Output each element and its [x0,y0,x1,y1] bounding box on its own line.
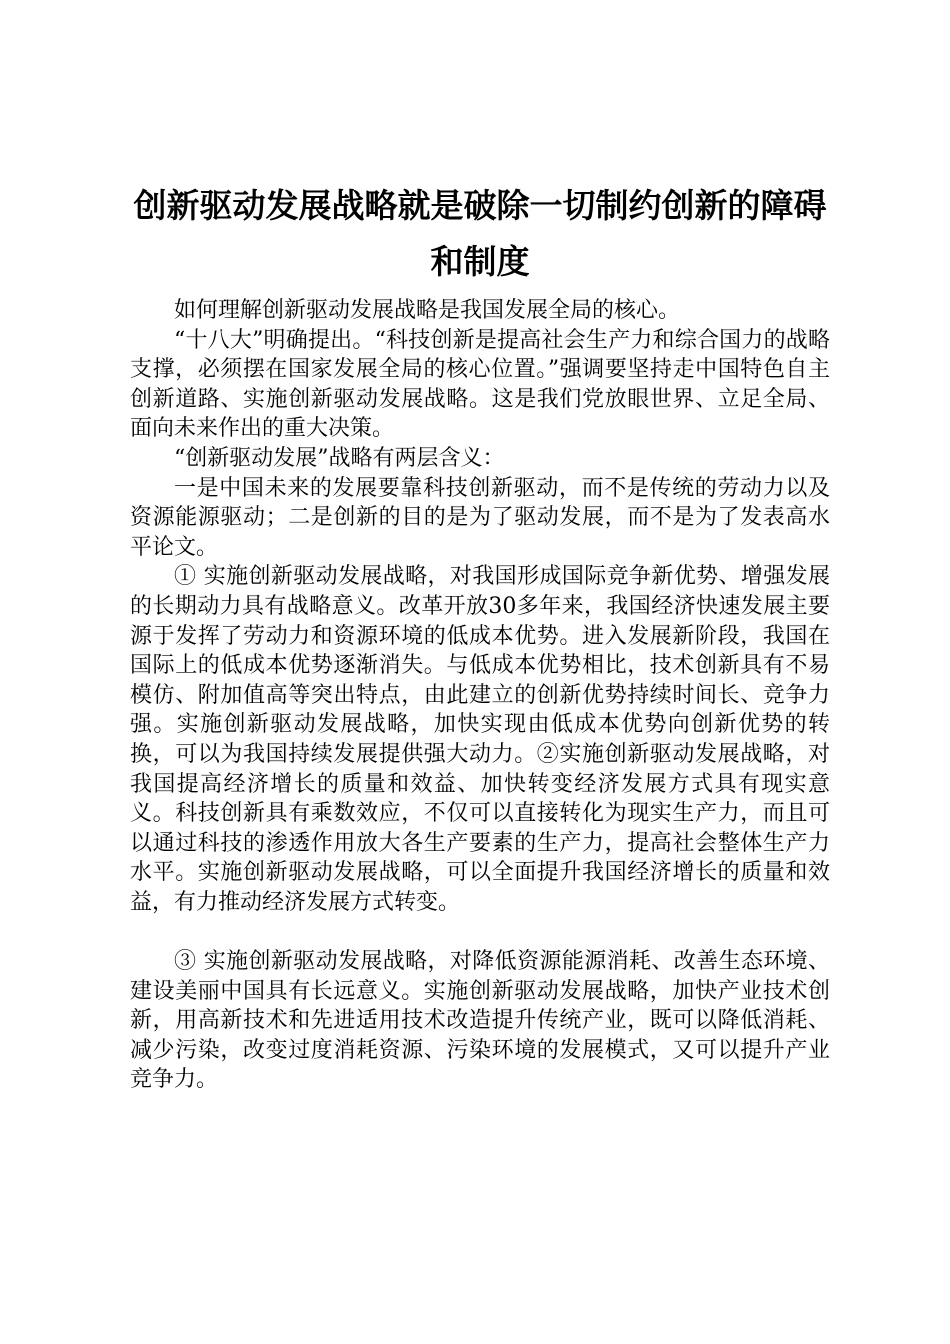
paragraph-two-meanings-heading: “创新驱动发展”战略有两层含义： [174,445,505,471]
paragraph-intro: 如何理解创新驱动发展战略是我国发展全局的核心。 [174,298,681,323]
paragraph-eighteenth-congress: “十八大”明确提出。“科技创新是提高社会生产力和综合国力的战略支撑，必须摆在国家发展全局的核心位置。”强调要坚持走中国特色自主创新道路、实施创新驱动发展战略。这是我们党放眼世界、立足全局、面向未来作出的重大决策。 [130,327,830,442]
document-body [130,296,830,1095]
paragraph-point-three: ③ 实施创新驱动发展战略，对降低资源能源消耗、改善生态环境、建设美丽中国具有长远意义。实施创新驱动发展战略，加快产业技术创新，用高新技术和先进适用技术改造提升传统产业，既可以降低消耗、减少污染，改变过度消耗资源、污染环境的发展模式，又可以提升产业竞争力。 [130,949,830,1093]
document-title: 创新驱动发展战略就是破除一切制约创新的障碍和制度 [133,186,827,281]
paragraph-points-one-two: ① 实施创新驱动发展战略，对我国形成国际竞争新优势、增强发展的长期动力具有战略意义。改革开放30多年来，我国经济快速发展主要源于发挥了劳动力和资源环境的低成本优势。进入发展新阶段，我国在国际上的低成本优势逐渐消失。与低成本优势相比，技术创新具有不易模仿、附加值高等突出特点，由此建立的创新优势持续时间长、竞争力强。实施创新驱动发展战略，加快实现由低成本优势向创新优势的转换，可以为我国持续发展提供强大动力。②实施创新驱动发展战略，对我国提高经济增长的质量和效益、加快转变经济发展方式具有现实意义。科技创新具有乘数效应，不仅可以直接转化为现实生产力，而且可以通过科技的渗透作用放大各生产要素的生产力，提高社会整体生产力水平。实施创新驱动发展战略，可以全面提升我国经济增长的质量和效益，有力推动经济发展方式转变。 [130,564,830,915]
paragraph-two-meanings: 一是中国未来的发展要靠科技创新驱动，而不是传统的劳动力以及资源能源驱动；二是创新的目的是为了驱动发展，而不是为了发表高水平论文。 [130,475,830,560]
